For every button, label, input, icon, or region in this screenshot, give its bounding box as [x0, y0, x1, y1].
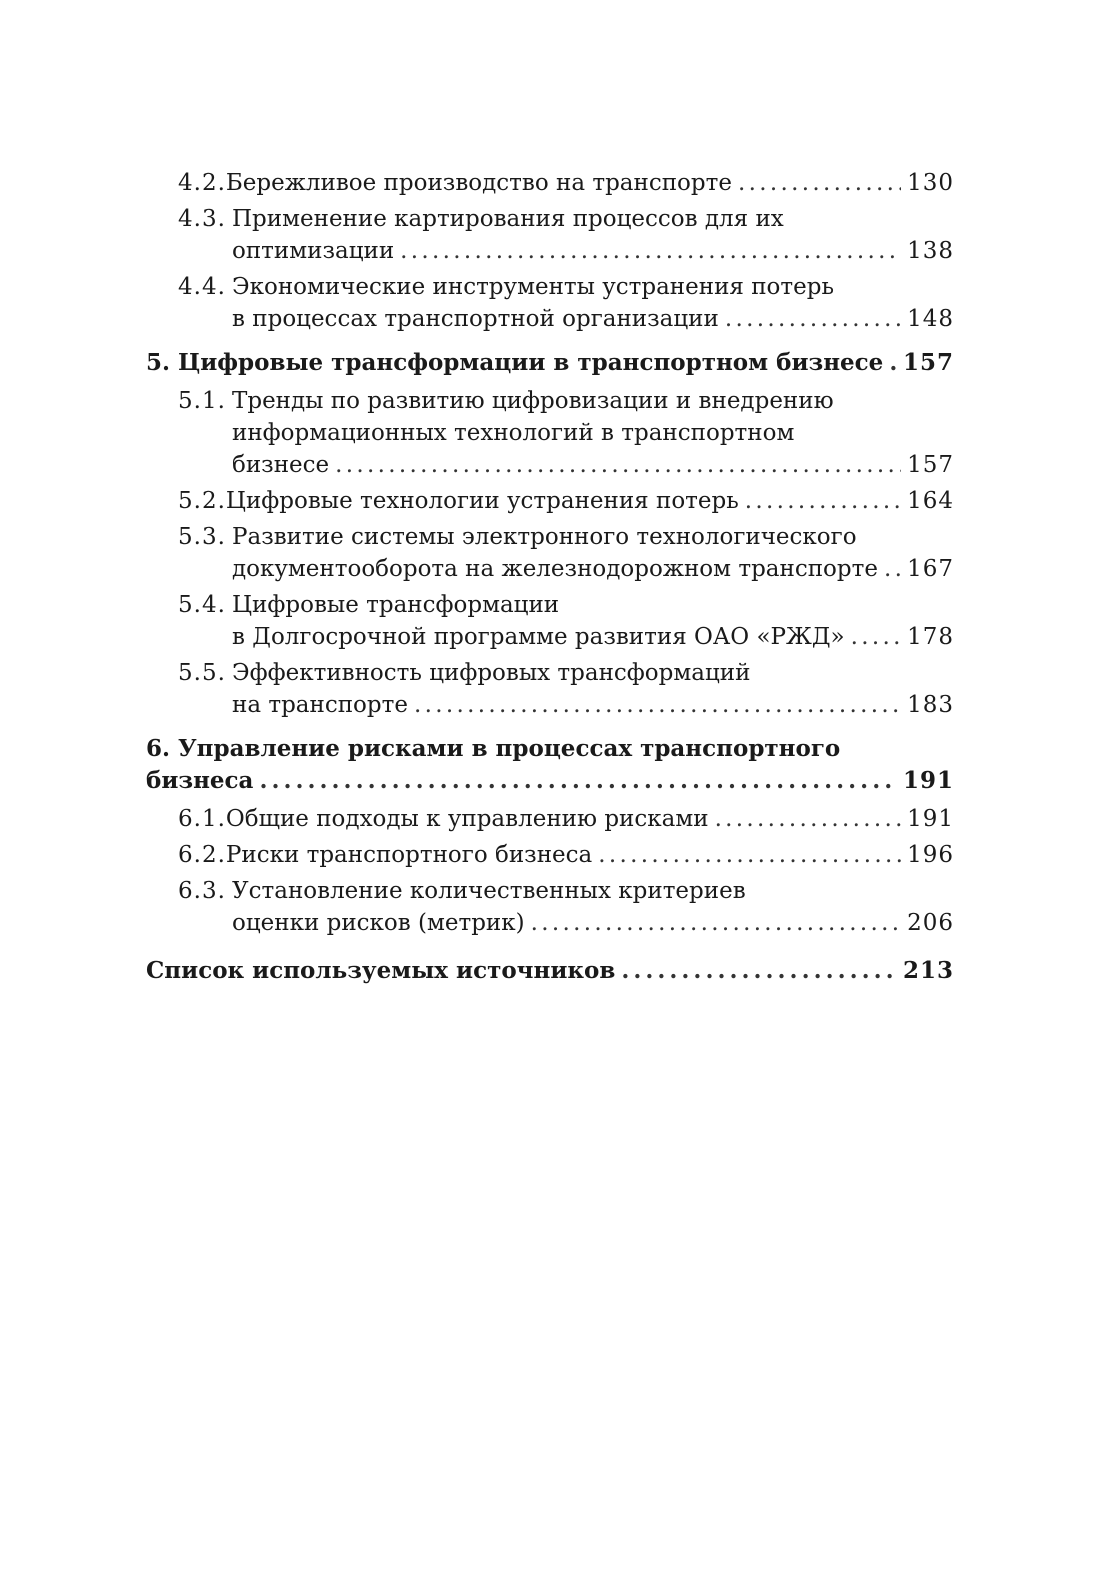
section-number: 4.3.	[178, 206, 226, 232]
chapter-number: 6.	[146, 735, 171, 762]
toc-entry-6-3[interactable]	[146, 875, 954, 939]
table-of-contents	[146, 167, 954, 993]
page-number: 178	[907, 624, 954, 650]
section-number: 5.5.	[178, 660, 226, 686]
dot-leader	[851, 621, 901, 653]
page-number: 164	[907, 488, 954, 514]
dot-leader	[889, 347, 897, 379]
section-title: Бережливое производство на транспорте	[225, 170, 732, 196]
section-title-continued: оценки рисков (метрик)	[232, 910, 525, 936]
section-title: Установление количественных критериев	[232, 878, 746, 904]
section-number: 5.4.	[178, 592, 226, 618]
page-number: 157	[902, 349, 954, 376]
section-number: 5.3.	[178, 524, 226, 550]
chapter-number: 5.	[146, 349, 171, 376]
page-number: 206	[907, 910, 954, 936]
toc-entry-5-1[interactable]	[146, 385, 954, 481]
section-number: 6.1.	[178, 806, 226, 832]
section-number: 4.4.	[178, 274, 226, 300]
dot-leader	[725, 303, 901, 335]
toc-entry-4-4[interactable]	[146, 271, 954, 335]
section-number: 4.2.	[178, 170, 226, 196]
toc-entry-5-3[interactable]	[146, 521, 954, 585]
page-number: 196	[907, 842, 954, 868]
section-title: Тренды по развитию цифровизации и внедрению	[232, 388, 834, 414]
section-title: Развитие системы электронного технологического	[232, 524, 857, 550]
dot-leader	[621, 955, 897, 987]
page-number: 130	[907, 170, 954, 196]
page-number: 157	[907, 452, 954, 478]
toc-references[interactable]	[146, 955, 954, 987]
section-title-continued: на транспорте	[232, 692, 408, 718]
toc-entry-5-4[interactable]	[146, 589, 954, 653]
dot-leader	[335, 449, 901, 481]
dot-leader	[598, 839, 901, 871]
toc-chapter-5[interactable]	[146, 347, 954, 379]
section-title: Применение картирования процессов для их	[232, 206, 784, 232]
section-title-continued: в Долгосрочной программе развития ОАО «РЖД»	[232, 624, 845, 650]
dot-leader	[414, 689, 901, 721]
dot-leader	[884, 553, 901, 585]
dot-leader	[531, 907, 901, 939]
page-number: 191	[907, 806, 954, 832]
toc-entry-6-2[interactable]	[146, 839, 954, 871]
dot-leader	[259, 765, 897, 797]
dot-leader	[715, 803, 902, 835]
page-number: 183	[907, 692, 954, 718]
section-title: Эффективность цифровых трансформаций	[232, 660, 751, 686]
toc-entry-5-5[interactable]	[146, 657, 954, 721]
page-number: 138	[907, 238, 954, 264]
page-number: 191	[902, 767, 954, 794]
page-number: 213	[902, 957, 954, 984]
chapter-title-continued: бизнеса	[146, 767, 254, 794]
chapter-title: Управление рисками в процессах транспортного	[178, 735, 841, 762]
section-title: Цифровые трансформации	[232, 592, 560, 618]
section-title: Общие подходы к управлению рисками	[225, 806, 709, 832]
section-number: 5.2.	[178, 488, 226, 514]
dot-leader	[738, 167, 901, 199]
toc-entry-6-1[interactable]	[146, 803, 954, 835]
chapter-title: Цифровые трансформации в транспортном бизнесе	[178, 349, 884, 376]
page-number: 167	[907, 556, 954, 582]
section-number: 6.3.	[178, 878, 226, 904]
section-title-continued: оптимизации	[232, 238, 395, 264]
section-title: Цифровые технологии устранения потерь	[225, 488, 739, 514]
references-title: Список используемых источников	[146, 957, 616, 984]
toc-entry-5-2[interactable]	[146, 485, 954, 517]
section-title: Экономические инструменты устранения потерь	[232, 274, 834, 300]
section-title-continued: документооборота на железнодорожном транспорте	[232, 556, 878, 582]
section-title-continued: бизнесе	[232, 452, 330, 478]
toc-chapter-6[interactable]	[146, 733, 954, 797]
section-number: 6.2.	[178, 842, 226, 868]
section-title: Риски транспортного бизнеса	[225, 842, 593, 868]
dot-leader	[745, 485, 901, 517]
section-number: 5.1.	[178, 388, 226, 414]
section-title-continued: в процессах транспортной организации	[232, 306, 719, 332]
toc-entry-4-2[interactable]	[146, 167, 954, 199]
dot-leader	[400, 235, 901, 267]
page-number: 148	[907, 306, 954, 332]
toc-entry-4-3[interactable]	[146, 203, 954, 267]
section-title-continued: информационных технологий в транспортном	[232, 420, 795, 446]
